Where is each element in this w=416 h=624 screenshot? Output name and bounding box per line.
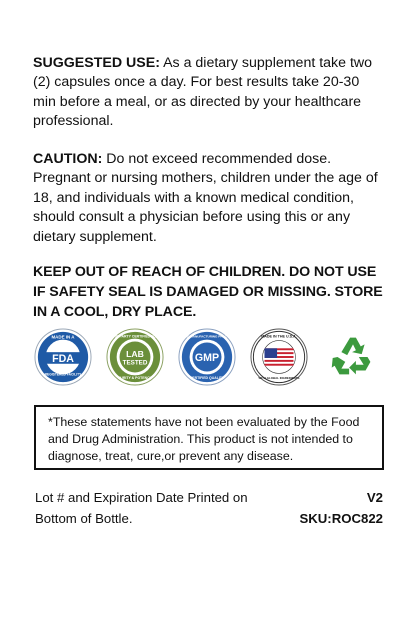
suggested-use-paragraph: [33, 54, 385, 132]
caution-text: Do not exceed recommended dose. Pregnant or nursing mothers, children under the age of 18, and individuals with a known medical condition, should consult a physician before using this or any dietary supplement.: [33, 151, 378, 245]
usa-sub-text: WITH GLOBAL INGREDIENTS: [258, 376, 300, 381]
certification-badges: [34, 328, 380, 388]
gmp-top-text: GOOD MANUFACTURING PRACTICE: [179, 334, 235, 339]
lab-main2-text: TESTED: [122, 359, 148, 367]
gmp-sub-text: CERTIFIED QUALITY: [189, 376, 225, 381]
caution-label: CAUTION:: [33, 151, 103, 167]
lab-top-text: 3RD PARTY CERTIFIED FOR: [111, 334, 159, 339]
fda-main-text: FDA: [52, 352, 74, 365]
fda-disclaimer-box: *These statements have not been evaluated by the Food and Drug Administration. This product is not intended to diagnose, treat, cure,or prevent any disease.: [34, 405, 384, 470]
made-in-usa-badge-icon: [250, 328, 308, 386]
recycle-icon: [324, 328, 382, 386]
usa-top-text: MADE IN THE U.S.A.: [261, 334, 297, 339]
caution-paragraph: [33, 150, 385, 247]
fda-badge-icon: [34, 328, 92, 386]
lab-main-text: LAB: [126, 349, 144, 359]
version-sku-block: [299, 487, 383, 529]
warning-paragraph: KEEP OUT OF REACH OF CHILDREN. DO NOT USE IF SAFETY SEAL IS DAMAGED OR MISSING. STORE IN A COOL, DRY PLACE.: [33, 264, 383, 320]
lot-expiration-note: Lot # and Expiration Date Printed on Bottom of Bottle.: [35, 490, 248, 526]
sku-label: SKU:ROC822: [299, 511, 383, 526]
lab-tested-badge-icon: [106, 328, 164, 386]
fda-top-text: MADE IN A: [51, 334, 75, 340]
gmp-main-text: GMP: [194, 351, 220, 364]
fda-sub-text: REGISTERED FACILITY: [44, 372, 82, 377]
lab-sub-text: PURITY & POTENCY: [118, 376, 152, 381]
suggested-use-text: As a dietary supplement take two (2) capsules once a day. For best results take 20-30 min before a meal, or as directed by your healthcare professional.: [33, 55, 373, 130]
suggested-use-label: SUGGESTED USE:: [33, 55, 160, 71]
gmp-badge-icon: [178, 328, 236, 386]
version-label: V2: [366, 490, 383, 505]
